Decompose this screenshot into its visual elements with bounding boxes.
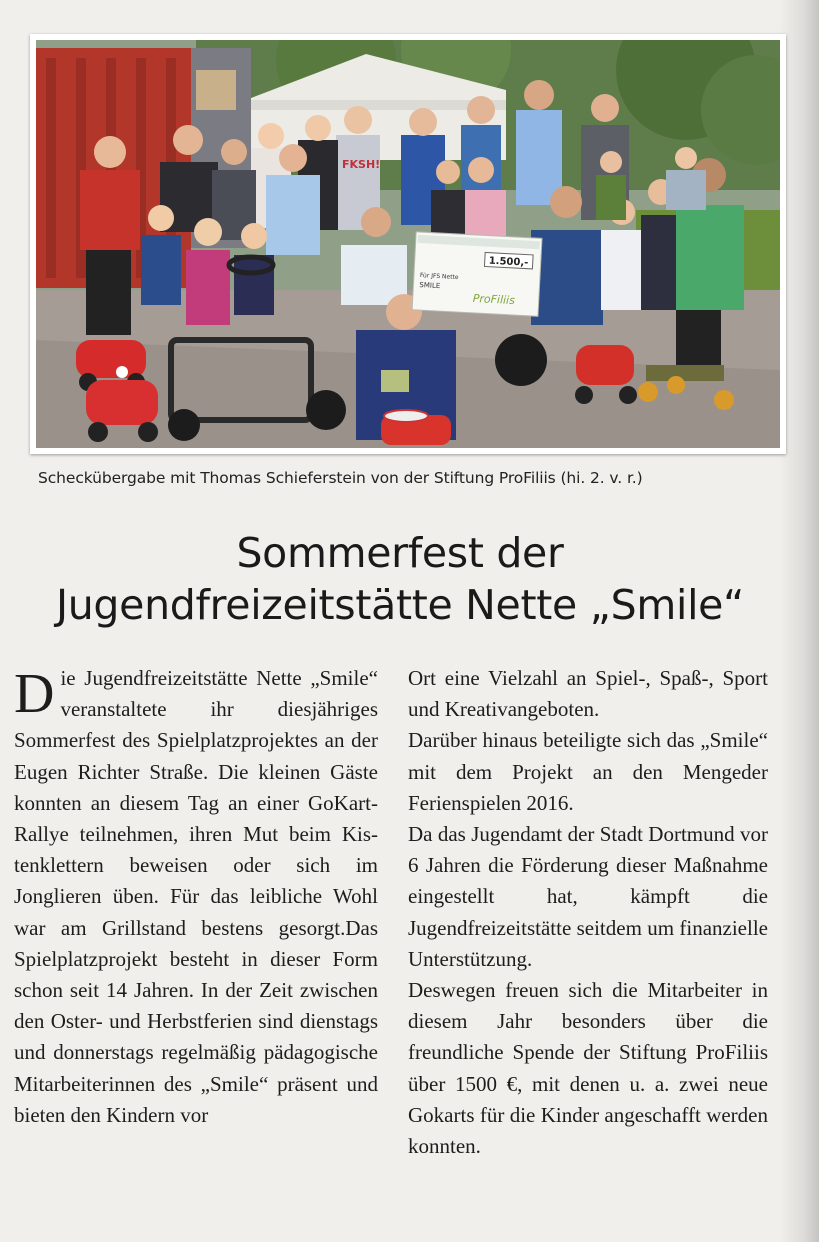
article-paragraph-5: Deswegen freuen sich die Mitarbeiter in diesem Jahr besonders über die freundliche Spende der Stiftung ProFiliis über 1500 €, mit denen u. a. zwei neue Gokarts für die Kinder angeschafft werden konnten.	[408, 978, 768, 1159]
article-paragraph-2: Ort eine Vielzahl an Spiel-, Spaß-, Sport und Kreativangeboten.	[408, 666, 768, 722]
article-column-left	[14, 663, 378, 1131]
article-lead-text: ie Jugendfreizeitstätte Nette „Smile“ veranstaltete ihr diesjähriges Sommerfest des Spielplatzprojektes an der Eugen Richter Straße. Die kleinen Gäste konnten an diesem Tag an einer GoKart-Rallye teilnehmen, ihren Mut beim Kistenklettern beweisen oder sich im Jonglieren üben. Für das leibliche Wohl war am Grillstand bestens gesorgt.Das Spielplatzprojekt besteht in dieser Form schon seit 14 Jahren. In der Zeit zwischen den Oster- und Herbstferien sind dienstags und donnerstags regelmäßig pädagogische Mitarbeiterinnen des „Smile“ präsent und bieten den Kindern vor	[14, 666, 378, 1127]
svg-text:ProFiliis: ProFiliis	[472, 291, 516, 308]
drop-cap: D	[14, 663, 55, 725]
article-paragraph-4: Da das Jugendamt der Stadt Dortmund vor 6 Jahren die Förderung dieser Maßnahme eingestellt hat, kämpft die Jugendfreizeitstätte seitdem um finanzielle Unterstützung.	[408, 822, 768, 971]
group-photo	[36, 40, 780, 448]
article-paragraph-3: Darüber hinaus beteiligte sich das „Smile“ mit dem Projekt an den Mengeder Ferienspielen 2016.	[408, 728, 768, 815]
article-headline	[0, 527, 800, 631]
headline-line-1: Sommerfest der	[236, 529, 564, 577]
svg-text:SMILE: SMILE	[419, 281, 441, 291]
article-column-right	[408, 663, 768, 1162]
article-paragraph-1	[14, 663, 378, 1131]
headline-line-2: Jugendfreizeitstätte Nette „Smile“	[55, 581, 745, 629]
photo-frame	[30, 34, 786, 454]
svg-text:1.500,-: 1.500,-	[488, 255, 529, 269]
svg-text:FKSH!: FKSH!	[342, 158, 381, 171]
photo-caption: Scheckübergabe mit Thomas Schieferstein von der Stiftung ProFiliis (hi. 2. v. r.)	[38, 469, 643, 487]
svg-text:Für JFS Nette: Für JFS Nette	[419, 272, 459, 282]
group-photo-illustration	[36, 40, 780, 448]
